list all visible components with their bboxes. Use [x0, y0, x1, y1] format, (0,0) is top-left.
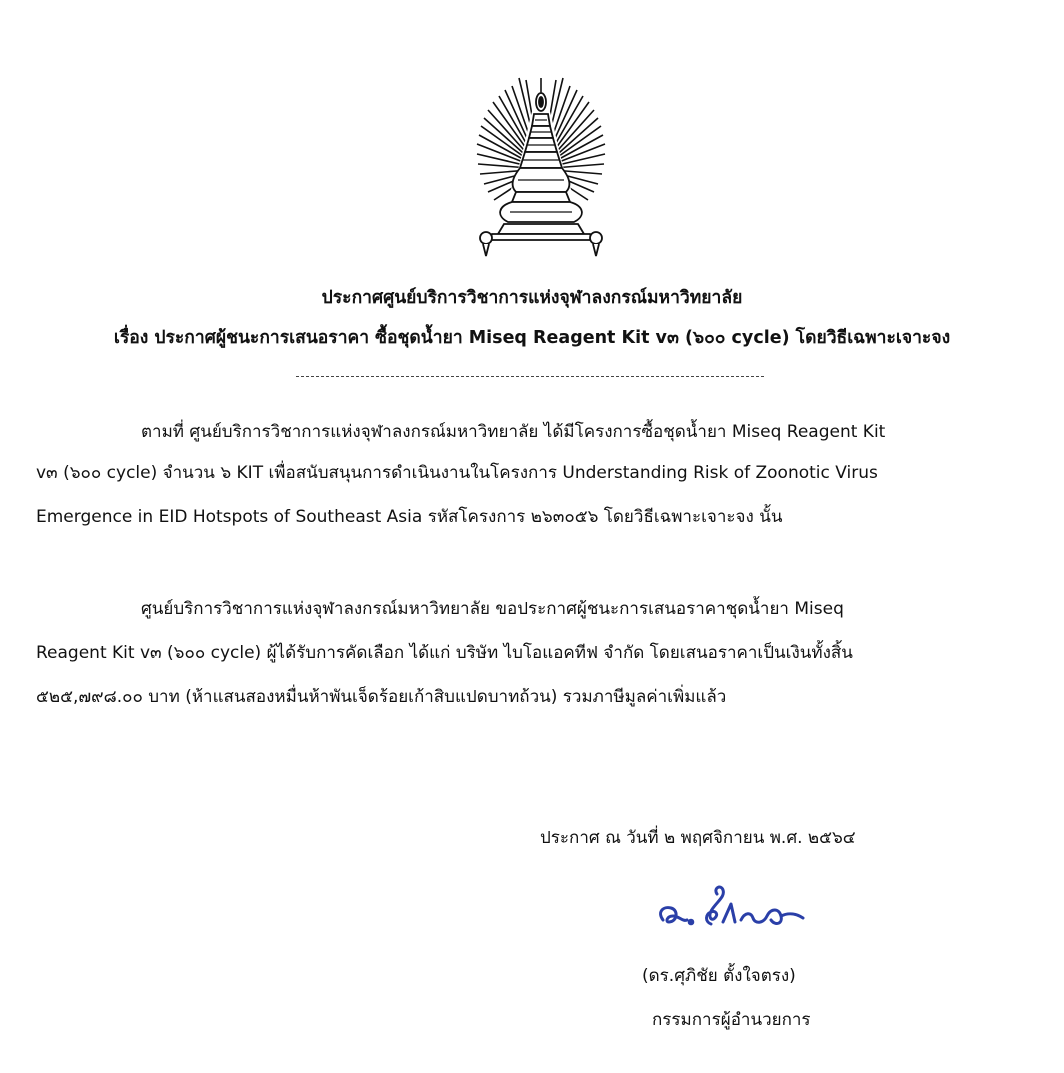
handwritten-signature [655, 882, 815, 938]
title-separator [296, 376, 764, 377]
announcement-subject: เรื่อง ประกาศผู้ชนะการเสนอราคา ซื้อชุดน้ำยา Miseq Reagent Kit v๓ (๖๐๐ cycle) โดยวิธีเฉพาะเจาะจง [113, 328, 951, 348]
paragraph-2-line: ศูนย์บริการวิชาการแห่งจุฬาลงกรณ์มหาวิทยาลัย ขอประกาศผู้ชนะการเสนอราคาชุดน้ำยา Miseq [141, 599, 844, 619]
paragraph-2-line: Reagent Kit v๓ (๖๐๐ cycle) ผู้ได้รับการคัดเลือก ได้แก่ บริษัท ไบโอแอคทีฟ จำกัด โดยเสนอราคาเป็นเงินทั้งสิ้น [36, 643, 853, 663]
phra-kiao-emblem-icon [474, 74, 608, 264]
paragraph-2-line: ๕๒๕,๗๙๘.๐๐ บาท (ห้าแสนสองหมื่นห้าพันเจ็ดร้อยเก้าสิบแปดบาทถ้วน) รวมภาษีมูลค่าเพิ่มแล้ว [36, 687, 727, 707]
announcement-date: ประกาศ ณ วันที่ ๒ พฤศจิกายน พ.ศ. ๒๕๖๔ [540, 828, 856, 848]
signer-name: (ดร.ศุภิชัย ตั้งใจตรง) [642, 966, 796, 986]
paragraph-1-line: Emergence in EID Hotspots of Southeast Asia รหัสโครงการ ๒๖๓๐๕๖ โดยวิธีเฉพาะเจาะจง นั้น [36, 507, 783, 527]
announcement-title: ประกาศศูนย์บริการวิชาการแห่งจุฬาลงกรณ์มหาวิทยาลัย [321, 288, 743, 308]
signer-title: กรรมการผู้อำนวยการ [652, 1010, 811, 1030]
paragraph-1-line: ตามที่ ศูนย์บริการวิชาการแห่งจุฬาลงกรณ์มหาวิทยาลัย ได้มีโครงการซื้อชุดน้ำยา Miseq Reagent Kit [141, 422, 886, 442]
paragraph-1-line: v๓ (๖๐๐ cycle) จำนวน ๖ KIT เพื่อสนับสนุนการดำเนินงานในโครงการ Understanding Risk of Zoonotic Virus [36, 463, 878, 483]
